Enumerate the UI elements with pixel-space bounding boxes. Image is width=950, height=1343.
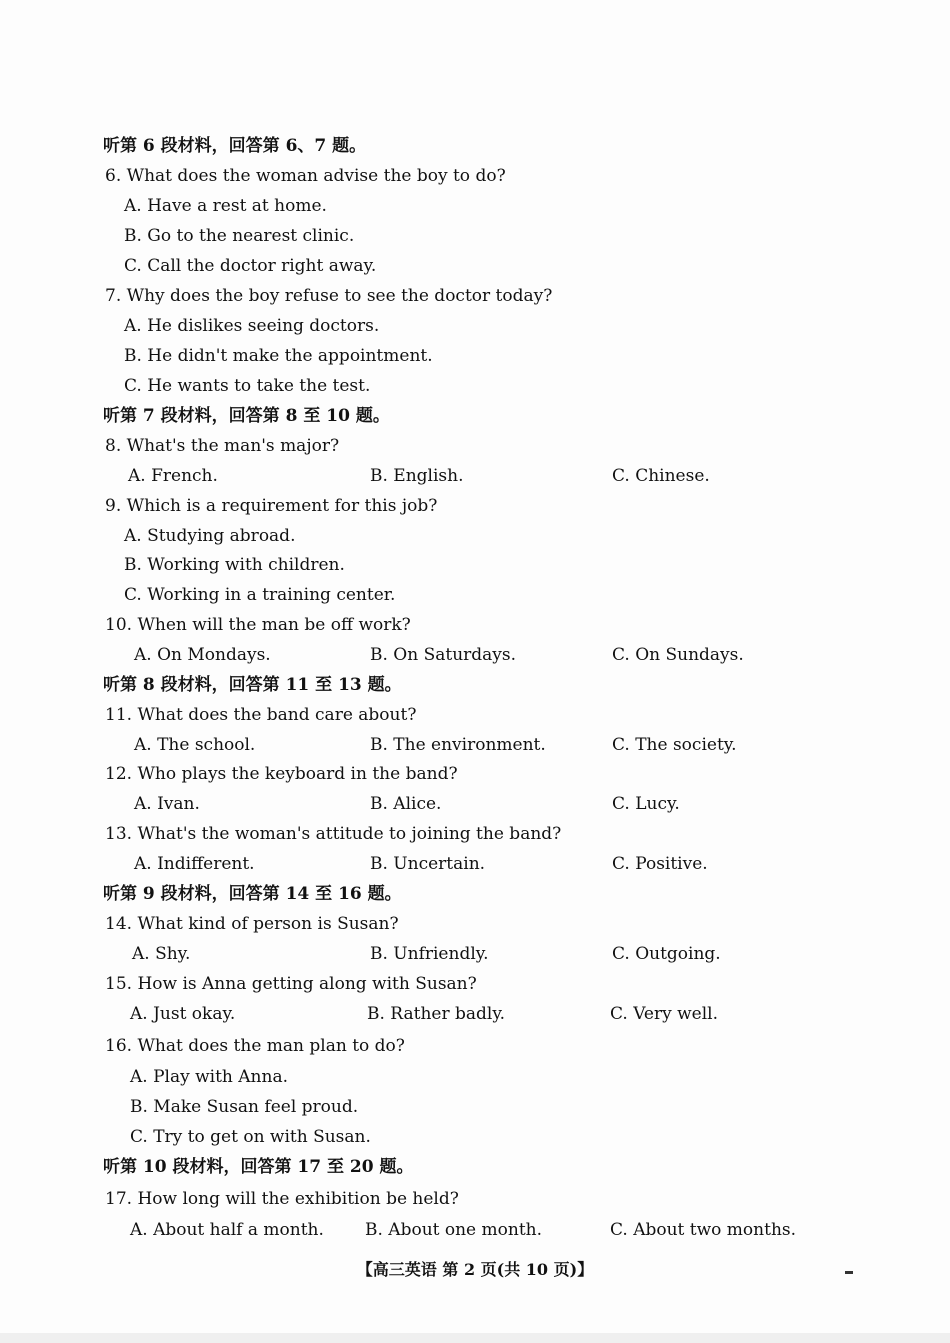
option-9b: B. Working with children. xyxy=(124,555,345,575)
section-heading-7: 听第 7 段材料，回答第 8 至 10 题。 xyxy=(103,406,390,426)
option-17a: A. About half a month. xyxy=(130,1220,324,1240)
options-row-14 xyxy=(0,944,950,964)
option-7c: C. He wants to take the test. xyxy=(124,376,371,396)
option-16b: B. Make Susan feel proud. xyxy=(130,1097,359,1117)
option-7b: B. He didn't make the appointment. xyxy=(124,346,433,366)
option-12b: B. Alice. xyxy=(370,794,442,814)
option-6b: B. Go to the nearest clinic. xyxy=(124,226,355,246)
question-10: 10. When will the man be off work? xyxy=(105,615,411,635)
option-14b: B. Unfriendly. xyxy=(370,944,489,964)
option-8c: C. Chinese. xyxy=(612,466,710,486)
options-row-10 xyxy=(0,645,950,665)
option-11b: B. The environment. xyxy=(370,735,546,755)
question-7: 7. Why does the boy refuse to see the doctor today? xyxy=(105,286,553,306)
option-12c: C. Lucy. xyxy=(612,794,680,814)
option-15b: B. Rather badly. xyxy=(367,1004,506,1024)
option-11a: A. The school. xyxy=(134,735,256,755)
option-6c: C. Call the doctor right away. xyxy=(124,256,377,276)
option-8a: A. French. xyxy=(128,466,218,486)
options-row-8 xyxy=(0,466,950,486)
question-16: 16. What does the man plan to do? xyxy=(105,1036,405,1056)
page-footer: 【高三英语 第 2 页(共 10 页)】 xyxy=(356,1260,594,1279)
option-16c: C. Try to get on with Susan. xyxy=(130,1127,371,1147)
section-heading-6: 听第 6 段材料，回答第 6、7 题。 xyxy=(103,136,367,156)
section-heading-8: 听第 8 段材料，回答第 11 至 13 题。 xyxy=(103,675,402,695)
options-row-12 xyxy=(0,794,950,814)
question-11: 11. What does the band care about? xyxy=(105,705,417,725)
question-17: 17. How long will the exhibition be held? xyxy=(105,1189,459,1209)
option-6a: A. Have a rest at home. xyxy=(124,196,327,216)
section-heading-10: 听第 10 段材料，回答第 17 至 20 题。 xyxy=(103,1157,414,1177)
question-13: 13. What's the woman's attitude to joining the band? xyxy=(105,824,562,844)
option-14c: C. Outgoing. xyxy=(612,944,721,964)
question-15: 15. How is Anna getting along with Susan? xyxy=(105,974,477,994)
options-row-13 xyxy=(0,854,950,874)
options-row-17 xyxy=(0,1220,950,1240)
options-row-11 xyxy=(0,735,950,755)
question-12: 12. Who plays the keyboard in the band? xyxy=(105,764,458,784)
option-12a: A. Ivan. xyxy=(134,794,200,814)
question-9: 9. Which is a requirement for this job? xyxy=(105,496,438,516)
option-10a: A. On Mondays. xyxy=(134,645,271,665)
option-13c: C. Positive. xyxy=(612,854,708,874)
option-11c: C. The society. xyxy=(612,735,737,755)
option-10c: C. On Sundays. xyxy=(612,645,744,665)
option-17b: B. About one month. xyxy=(365,1220,543,1240)
option-13a: A. Indifferent. xyxy=(134,854,255,874)
section-heading-9: 听第 9 段材料，回答第 14 至 16 题。 xyxy=(103,884,402,904)
question-14: 14. What kind of person is Susan? xyxy=(105,914,399,934)
option-9c: C. Working in a training center. xyxy=(124,585,396,605)
option-7a: A. He dislikes seeing doctors. xyxy=(124,316,380,336)
option-15a: A. Just okay. xyxy=(130,1004,236,1024)
option-15c: C. Very well. xyxy=(610,1004,719,1024)
option-14a: A. Shy. xyxy=(132,944,191,964)
options-row-15 xyxy=(0,1004,950,1024)
question-8: 8. What's the man's major? xyxy=(105,436,340,456)
option-16a: A. Play with Anna. xyxy=(130,1067,288,1087)
option-10b: B. On Saturdays. xyxy=(370,645,517,665)
question-6: 6. What does the woman advise the boy to do? xyxy=(105,166,506,186)
option-9a: A. Studying abroad. xyxy=(124,526,296,546)
option-13b: B. Uncertain. xyxy=(370,854,486,874)
option-17c: C. About two months. xyxy=(610,1220,797,1240)
option-8b: B. English. xyxy=(370,466,464,486)
scan-mark xyxy=(845,1271,853,1274)
scan-edge xyxy=(0,1333,950,1343)
